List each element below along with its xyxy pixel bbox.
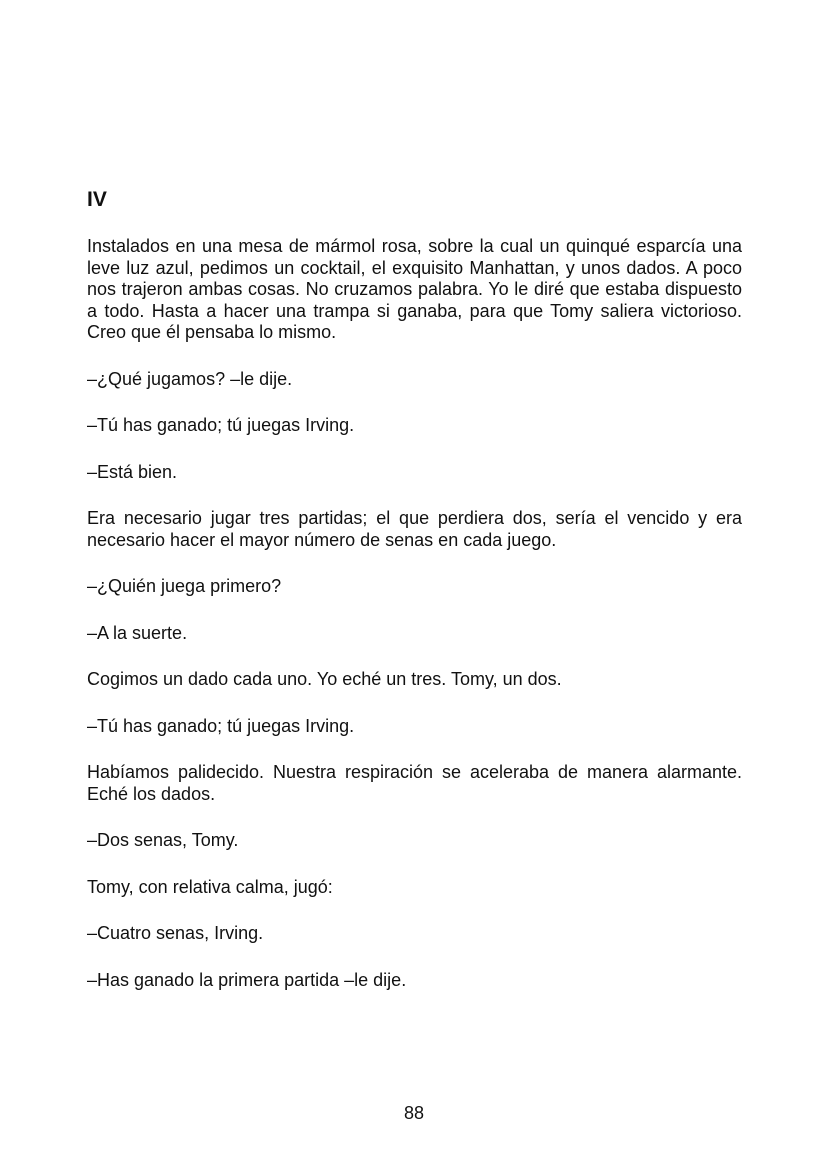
paragraph: Habíamos palidecido. Nuestra respiración se aceleraba de manera alarmante. Eché los dados. — [87, 762, 742, 804]
paragraph: –Cuatro senas, Irving. — [87, 923, 264, 943]
paragraph: –Has ganado la primera partida –le dije. — [87, 969, 407, 990]
paragraph: –Tú has ganado; tú juegas Irving. — [87, 415, 355, 435]
page-number: 88 — [403, 1103, 425, 1123]
chapter-heading: IV — [87, 188, 107, 211]
paragraph: –Tú has ganado; tú juegas Irving. — [87, 715, 355, 736]
paragraph: Era necesario jugar tres partidas; el que perdiera dos, sería el vencido y era necesario hacer el mayor número de senas en cada juego. — [87, 508, 742, 550]
paragraph: Tomy, con relativa calma, jugó: — [87, 876, 333, 897]
paragraph: –A la suerte. — [87, 622, 188, 643]
paragraph: –Está bien. — [87, 461, 178, 482]
paragraph: –¿Qué jugamos? –le dije. — [87, 368, 293, 389]
paragraph: –Dos senas, Tomy. — [87, 830, 239, 850]
paragraph: Cogimos un dado cada uno. Yo eché un tres. Tomy, un dos. — [87, 669, 562, 689]
page-body — [87, 186, 742, 1016]
paragraph: Instalados en una mesa de mármol rosa, sobre la cual un quinqué esparcía una leve luz azul, pedimos un cocktail, el exquisito Manhattan, y unos dados. A poco nos trajeron ambas cosas. No cruzamos palabra. Yo le diré que estaba dispuesto a todo. Hasta a hacer una trampa si ganaba, para que Tomy saliera victorioso. Creo que él pensaba lo mismo. — [87, 236, 742, 342]
paragraph: –¿Quién juega primero? — [87, 576, 282, 596]
